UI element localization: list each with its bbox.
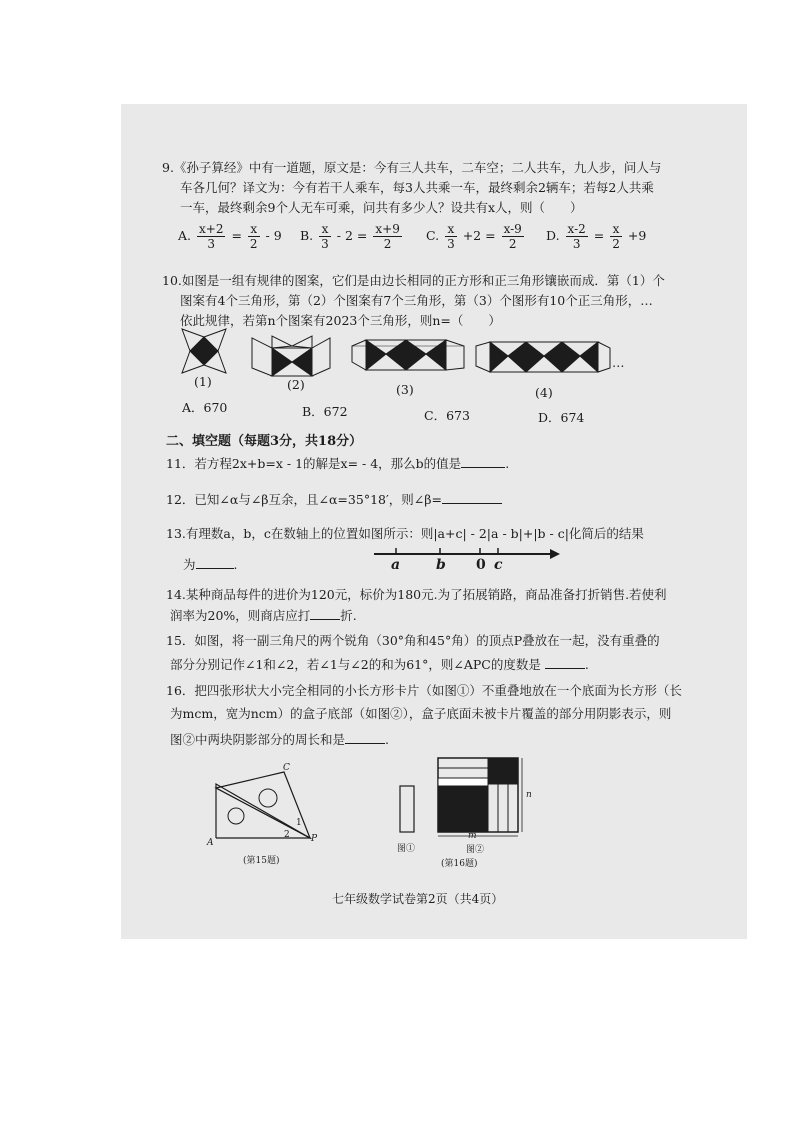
q12-text [166,491,502,508]
q13-prefix: 为 [183,557,196,572]
q10-figure-label-3: (3) [396,382,414,397]
q16-answer-blank[interactable] [345,731,385,744]
q14-stem: 润率为20%，则商店应打 [170,608,311,623]
denominator: 2 [508,237,517,251]
q10-figure-label-4: (4) [535,385,553,400]
fig16-caption-2: 图② [466,845,485,855]
denominator: 3 [321,237,329,251]
q15-answer-blank[interactable] [545,656,585,669]
q10-ellipsis: … [612,355,625,370]
section-2-title: 二、填空题（每题3分，共18分） [166,434,363,449]
numerator: x [319,222,331,237]
numerator: x+9 [375,222,400,236]
option-label: B. [300,228,314,243]
q9-option-b[interactable] [300,222,404,251]
q14-answer-blank[interactable] [310,607,340,620]
q14-line-2 [170,607,357,624]
q11-text [166,455,509,472]
q9-option-d[interactable] [546,222,646,251]
fig15-triangles [212,766,322,846]
q12-answer-blank[interactable] [442,491,502,504]
denominator: 2 [383,237,392,251]
q16-line-1: 16．把四张形状大小完全相同的小长方形卡片（如图①）不重叠地放在一个底面为长方形（长 [166,683,682,698]
q16-line-2: 为mcm，宽为ncm）的盒子底部（如图②），盒子底面未被卡片覆盖的部分用阴影表示，则 [170,706,672,721]
q14-suffix: 折. [340,608,357,623]
q15-period: . [584,657,589,672]
fig15-label-c: C [283,763,290,773]
q13-line-1: 13.有理数a，b，c在数轴上的位置如图所示：则|a+c| - 2|a - b|+|b - c|化简后的结果 [166,526,644,541]
option-label: C. [426,228,440,243]
q16-line-3 [170,731,389,748]
q13-label-b: b [436,557,446,573]
q15-stem: 部分分别记作∠1和∠2，若∠1与∠2的和为61°，则∠APC的度数是 [170,657,541,672]
fig16-caption-1: 图① [397,844,416,854]
numerator: x-2 [567,222,586,236]
q10-option-c[interactable]: C．673 [424,408,470,423]
fig16-label-n: n [526,790,532,800]
q10-figure-label-2: (2) [287,377,305,392]
numerator: x [610,222,622,237]
q9-line-3: 一车，最终剩余9个人无车可乘，问共有多少人？设共有x人，则（ ） [180,200,583,215]
operator: - 2 = [336,228,368,243]
option-label: A. [178,228,192,243]
option-label: D. [546,228,560,243]
q9-option-c[interactable] [426,222,526,251]
fig16-label-m: m [468,831,477,841]
pattern-4 [476,342,610,372]
fig16-boxes [398,756,528,840]
denominator: 3 [447,237,455,251]
fig15-label-1: 1 [296,818,302,828]
q10-line-1: 10.如图是一组有规律的图案，它们是由边长相同的正方形和正三角形镶嵌而成．第（1）个 [162,273,665,288]
page-footer: 七年级数学试卷第2页（共4页） [332,892,504,906]
numerator: x [445,222,457,237]
q12-stem: 12．已知∠α与∠β互余，且∠α=35°18′，则∠β= [166,492,442,507]
numerator: x+2 [199,222,224,236]
q10-figure-label-1: (1) [194,374,212,389]
operator: - 9 [265,228,282,243]
q10-option-b[interactable]: B．672 [302,404,348,419]
q9-option-a[interactable] [178,222,282,251]
fig15-label-p: P [311,834,318,844]
numerator: x [248,222,260,237]
q11-stem: 11．若方程2x+b=x - 1的解是x= - 4，那么b的值是 [166,456,462,471]
q10-line-2: 图案有4个三角形，第（2）个图案有7个三角形，第（3）个图形有10个正三角形，… [180,293,653,308]
numerator: x-9 [503,222,522,236]
q13-label-a: a [391,557,401,573]
q11-answer-blank[interactable] [461,455,505,468]
fig15-label-2: 2 [284,830,290,840]
q14-line-1: 14.某种商品每件的进价为120元，标价为180元.为了拓展销路，商品准备打折销售.若使利 [166,587,667,602]
operator: +9 [627,228,647,243]
q10-option-a[interactable]: A．670 [182,400,228,415]
q11-period: . [505,456,510,471]
q16-period: . [385,732,389,747]
q13-period: . [233,557,238,572]
operator: +2 = [462,228,496,243]
q10-option-d[interactable]: D．674 [538,410,585,425]
q13-line-2 [183,556,238,573]
q13-answer-blank[interactable] [196,556,234,569]
q15-line-1: 15．如图，将一副三角尺的两个锐角（30°角和45°角）的顶点P叠放在一起，没有重叠的 [166,633,660,648]
fig16-caption-3: (第16题) [441,859,478,869]
operator: = [593,228,605,243]
q9-line-1: 9.《孙子算经》中有一道题，原文是：今有三人共车，二车空；二人共车，九人步，问人与 [162,160,662,175]
q13-label-zero: 0 [476,557,486,573]
pattern-2 [252,336,330,376]
q15-line-2 [170,656,589,673]
pattern-1 [182,329,226,373]
q9-line-2: 车各几何？译文为：今有若干人乘车，每3人共乘一车，最终剩余2辆车；若每2人共乘 [180,180,654,195]
fig15-caption: (第15题) [243,856,280,866]
operator: = [231,228,242,243]
q10-line-3: 依此规律，若第n个图案有2023个三角形，则n=（ ） [180,313,501,328]
q13-number-line [374,544,564,578]
denominator: 2 [249,237,258,251]
q16-stem: 图②中两块阴影部分的周长和是 [170,732,346,747]
denominator: 2 [612,237,620,251]
denominator: 3 [572,237,581,251]
denominator: 3 [207,237,216,251]
fig15-label-a: A [207,838,214,848]
pattern-3 [352,340,464,370]
q13-label-c: c [494,557,503,573]
